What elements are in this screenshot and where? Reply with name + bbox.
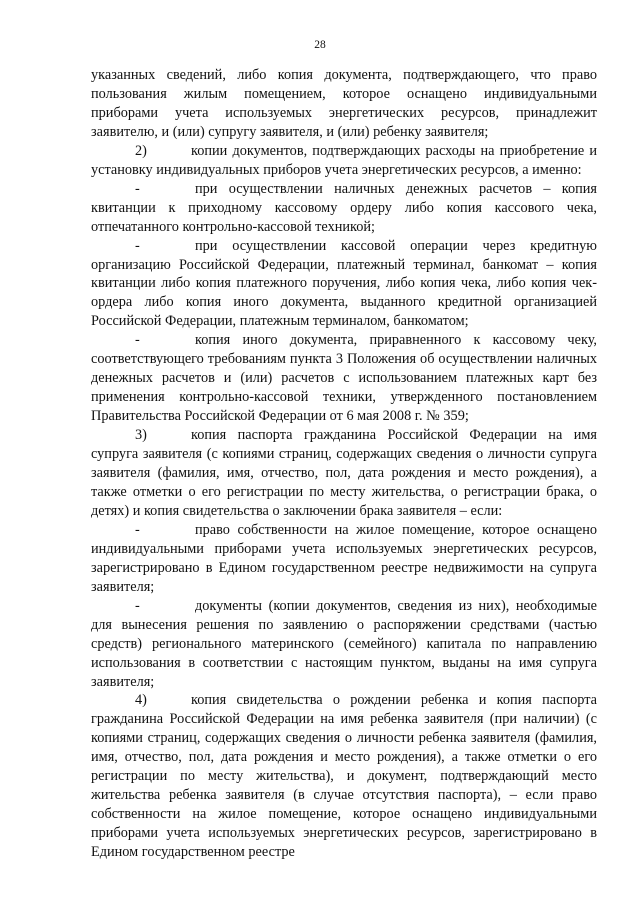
paragraph bbox=[91, 66, 597, 142]
list-item-dash bbox=[91, 237, 597, 332]
list-marker: - bbox=[135, 332, 140, 349]
list-marker: - bbox=[135, 237, 140, 254]
list-marker: 2) bbox=[135, 142, 147, 159]
list-item-dash bbox=[91, 521, 597, 597]
paragraph-text: копии документов, подтверждающих расходы на приобретение и установку индивидуальных приборов учета энергетических ресурсов, а именно: bbox=[91, 142, 597, 178]
paragraph-text: при осуществлении наличных денежных расчетов – копия квитанции к приходному кассовому ордеру либо копия кассового чека, отпечатанного контрольно-кассовой техникой; bbox=[91, 180, 597, 235]
document-body bbox=[91, 66, 597, 862]
list-item-dash bbox=[91, 180, 597, 237]
list-item-dash bbox=[91, 331, 597, 426]
paragraph-text: при осуществлении кассовой операции через кредитную организацию Российской Федерации, платежный терминал, банкомат – копия квитанции либо копия платежного поручения, либо копия чека, либо копия чек-ордера либо копия иного документа, выданного кредитной организацией Российской Федерации, платежным терминалом, банкоматом; bbox=[91, 237, 597, 330]
paragraph-text: право собственности на жилое помещение, которое оснащено индивидуальными приборами учета используемых энергетических ресурсов, зарегистрировано в Едином государственном реестре недвижимости на супруга заявителя; bbox=[91, 521, 597, 595]
list-item-numbered bbox=[91, 426, 597, 521]
list-marker: - bbox=[135, 597, 140, 614]
list-marker: - bbox=[135, 521, 140, 538]
paragraph-text: документы (копии документов, сведения из них), необходимые для вынесения решения по заявлению о распоряжении средствами (частью средств) регионального материнского (семейного) капитала по направлению использования в соответствии с настоящим пунктом, выданы на имя супруга заявителя; bbox=[91, 597, 597, 690]
paragraph-text: указанных сведений, либо копия документа, подтверждающего, что право пользования жилым помещением, которое оснащено индивидуальными приборами учета используемых энергетических ресурсов, принадлежит заявителю, и (или) супругу заявителя, и (или) ребенку заявителя; bbox=[91, 67, 597, 140]
page-number: 28 bbox=[314, 39, 326, 51]
paragraph-text: копия иного документа, приравненного к кассовому чеку, соответствующего требованиям пункта 3 Положения об осуществлении наличных денежных расчетов и (или) расчетов с использованием платежных карт без применения контрольно-кассовой техники, утвержденного постановлением Правительства Российской Федерации от 6 мая 2008 г. № 359; bbox=[91, 332, 597, 425]
paragraph-text: копия свидетельства о рождении ребенка и копия паспорта гражданина Российской Федерации на имя ребенка заявителя (при наличии) (с копиями страниц, содержащих сведения о личности ребенка заявителя (фамилия, имя, отчество, пол, дата рождения и место рождения), а также отметки о его регистрации по месту жительства), и документ, подтверждающий место жительства ребенка заявителя (в случае отсутствия паспорта), – если право собственности на жилое помещение, которое оснащено индивидуальными приборами учета используемых энергетических ресурсов, зарегистрировано в Едином государственном реестре bbox=[91, 692, 597, 861]
list-marker: - bbox=[135, 180, 140, 197]
paragraph-text: копия паспорта гражданина Российской Федерации на имя супруга заявителя (с копиями страниц, содержащих сведения о личности супруга заявителя (фамилия, имя, отчество, пол, дата рождения и место рождения), а также отметки о его регистрации по месту жительства, о регистрации брака, о детях) и копия свидетельства о заключении брака заявителя – если: bbox=[91, 427, 597, 519]
list-item-numbered bbox=[91, 142, 597, 180]
list-item-numbered bbox=[91, 691, 597, 862]
list-item-dash bbox=[91, 597, 597, 692]
list-marker: 3) bbox=[135, 427, 147, 444]
list-marker: 4) bbox=[135, 692, 147, 709]
